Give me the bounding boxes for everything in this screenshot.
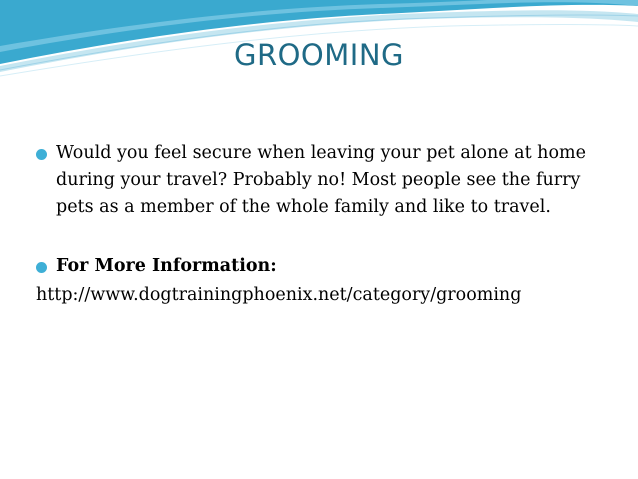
slide-title: GROOMING	[233, 38, 404, 72]
bullet-text: Would you feel secure when leaving your pet alone at home during your travel? Probably no! Most people see the furry pets as a member of the whole family and like to travel.	[56, 143, 586, 217]
more-info-heading: For More Information:	[56, 256, 277, 276]
circle-bullet-icon	[36, 149, 47, 160]
slide-content	[36, 140, 606, 309]
bullet-item	[36, 253, 606, 280]
circle-bullet-icon	[36, 262, 47, 273]
bullet-item	[36, 140, 606, 221]
more-info-link[interactable]: http://www.dogtrainingphoenix.net/category/grooming	[36, 285, 522, 305]
